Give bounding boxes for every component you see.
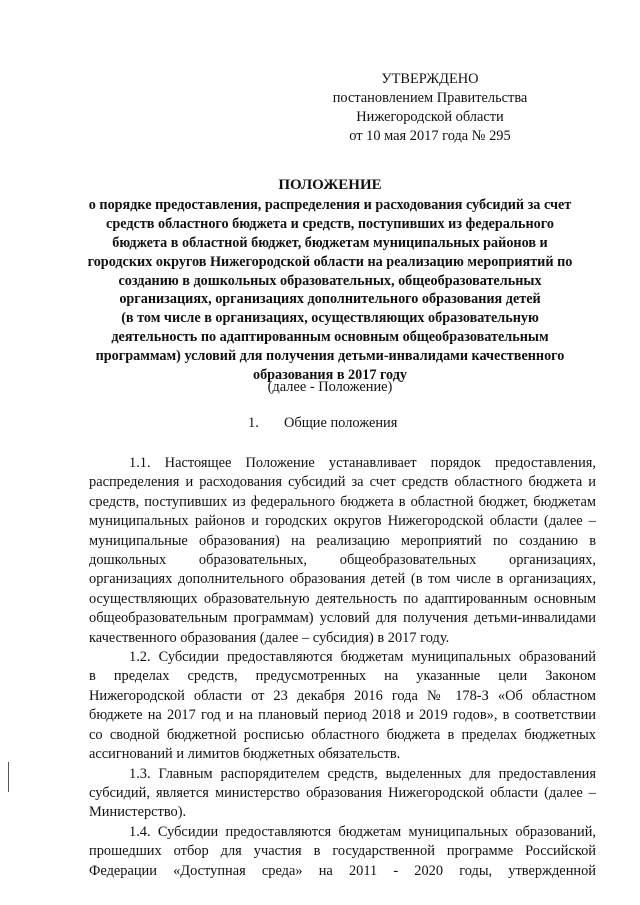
approval-stamp xyxy=(330,70,530,146)
title-line: организациях, организациях дополнительного образования детей xyxy=(119,291,541,308)
paragraph-line: средств, поступивших из федерального бюджета в областной бюджет, бюджетам xyxy=(89,493,596,510)
paragraph-line: субсидий, является министерство образования Нижегородской области (далее – xyxy=(89,784,596,801)
title-line: о порядке предоставления, распределения и расходования субсидий за счет xyxy=(88,196,572,213)
paragraph-line: 1.4. Субсидии предоставляются бюджетам муниципальных образований, xyxy=(129,823,596,840)
paragraph-line: качественного образования (далее – субсидия) в 2017 году. xyxy=(89,629,450,646)
paragraph-line: дошкольных образовательных, общеобразовательных организациях, xyxy=(89,552,596,569)
title-line: (в том числе в организациях, осуществляющих образовательную xyxy=(121,310,539,327)
approval-line: постановлением Правительства xyxy=(332,90,528,106)
approval-line: от 10 мая 2017 года № 295 xyxy=(349,128,511,144)
paragraph-line: в пределах средств, предусмотренных на указанные цели Законом xyxy=(89,668,596,685)
paragraph-line: муниципальных районов и городских округов Нижегородской области (далее – xyxy=(89,513,596,530)
paragraph-line: прошедших отбор для участия в государственной программе Российской xyxy=(89,843,596,860)
title-line: программам) условий для получения детьми-инвалидами качественного xyxy=(95,348,565,365)
paragraph xyxy=(89,823,596,881)
title-line: созданию в дошкольных образовательных, общеобразовательных xyxy=(118,272,542,289)
document-title xyxy=(60,176,600,385)
title-line: средств областного бюджета и средств, поступивших из федерального xyxy=(106,215,554,232)
approval-line: Нижегородской области xyxy=(356,109,504,125)
abbreviation-note: (далее - Положение) xyxy=(267,379,393,395)
title-line: деятельность по адаптированным основным общеобразовательным xyxy=(111,329,549,346)
paragraph-line: 1.2. Субсидии предоставляются бюджетам муниципальных образований xyxy=(129,649,596,666)
scan-margin-mark xyxy=(8,762,9,792)
title-line: бюджета в областной бюджет, бюджетам муниципальных районов и xyxy=(112,234,548,251)
paragraph-line: бюджете на 2017 год и на плановый период 2018 и 2019 годов», в соответствии xyxy=(89,707,596,724)
paragraph-line: Федерации «Доступная среда» на 2011 - 2020 годы, утвержденной xyxy=(89,862,596,879)
document-body xyxy=(89,454,596,881)
paragraph-line: распределения и расходования субсидий за счет средств областного бюджета и xyxy=(89,474,596,491)
approval-line: УТВЕРЖДЕНО xyxy=(381,71,479,87)
title-heading: ПОЛОЖЕНИЕ xyxy=(278,177,382,193)
paragraph-line: общеобразовательным программам) условий для получения детьми-инвалидами xyxy=(89,610,596,627)
paragraph-line: осуществляющих образовательную деятельность по адаптированным основным xyxy=(89,590,596,607)
paragraph-line: со сводной бюджетной росписью областного бюджета в пределах бюджетных xyxy=(89,726,596,743)
paragraph-line: организациях дополнительного образования детей (в том числе в организациях, xyxy=(89,571,596,588)
title-line: городских округов Нижегородской области на реализацию мероприятий по xyxy=(87,253,573,270)
paragraph-line: муниципальные образования) на реализацию мероприятий по созданию в xyxy=(89,532,596,549)
title-line: образования в 2017 году xyxy=(252,367,408,384)
section-heading xyxy=(248,414,397,433)
paragraph xyxy=(89,765,596,823)
paragraph-line: Министерство). xyxy=(89,804,187,821)
paragraph xyxy=(89,454,596,648)
paragraph-line: Нижегородской области от 23 декабря 2016 года № 178-З «Об областном xyxy=(89,687,596,704)
section-title: Общие положения xyxy=(284,415,398,431)
paragraph-line: ассигнований и лимитов бюджетных обязательств. xyxy=(89,746,401,763)
paragraph-line: 1.3. Главным распорядителем средств, выделенных для предоставления xyxy=(129,765,596,782)
section-number: 1. xyxy=(248,415,259,431)
paragraph xyxy=(89,648,596,764)
paragraph-line: 1.1. Настоящее Положение устанавливает порядок предоставления, xyxy=(129,455,596,471)
